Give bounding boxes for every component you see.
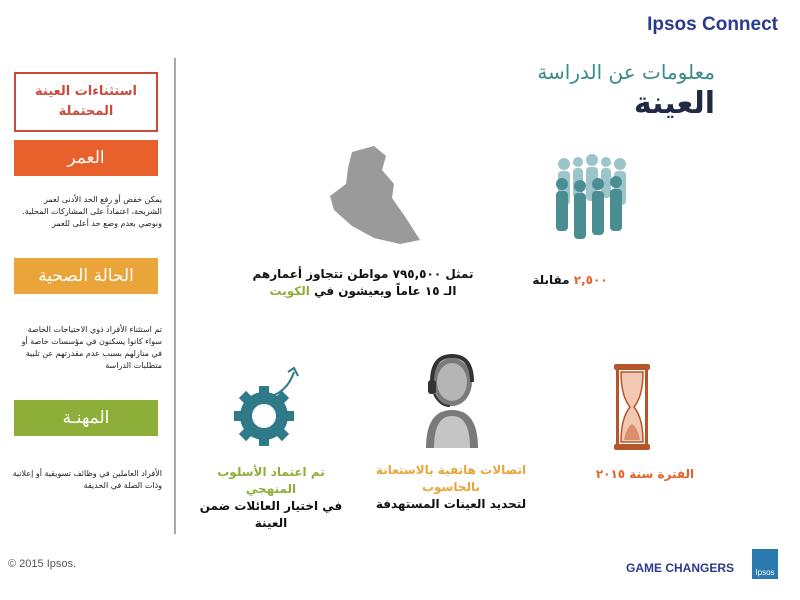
interviews-caption [520,272,620,289]
calls-line2: لتحديد العينات المستهدفة [375,497,527,511]
interviews-label: مقابلة [532,273,570,287]
method-caption [196,464,346,532]
health-section-bar: الحالة الصحية [14,258,158,294]
kuwait-map-icon [322,140,432,250]
ipsos-logo [752,549,778,579]
occupation-section-bar: المهنـة [14,400,158,436]
calls-line1: اتصالات هاتفية بالاستعانة بالحاسوب [375,463,527,494]
period-text: الفترة سنة ٢٠١٥ [595,467,695,481]
hourglass-icon [612,362,652,452]
population-line2 [250,283,476,300]
health-description: تم استثناء الأفراد ذوي الاحتياجات الخاصة سواء كانوا يسكنون في مؤسسات خاصة أو في منازلهم بسبب عدم مقدرتهم عن تلبية متطلبات الدراسة [21,325,162,370]
calls-caption [366,462,536,513]
gear-icon [228,366,308,452]
headset-operator-icon [420,352,484,448]
population-line1: تمثل ٧٩٥,٥٠٠ مواطن تتجاوز أعمارهم [252,267,474,281]
people-group-icon [550,150,634,250]
vertical-divider [174,58,176,534]
period-caption [590,466,700,483]
page-title: العينة [633,86,715,121]
occupation-description: الأفراد العاملين في وظائف تسويقية أو إعلانية وذات الصلة في الحديقة [12,469,162,490]
age-section-bar: العمر [14,140,158,176]
kuwait-highlight: الكويت [269,284,310,298]
population-line2-a: الـ ١٥ عاماً ويعيشون في [314,284,457,298]
population-caption [250,266,476,300]
exclusions-heading-line2: المحتملة [58,104,114,119]
exclusions-heading-line1: استثناءات العينة [35,84,137,99]
interviews-number: ٢,٥٠٠ [573,273,608,287]
method-line2: في اختيار العائلات ضمن العينة [199,499,343,530]
age-description: يمكن خفض أو رفع الحد الأدنى لعمر الشريحة، اعتماداً على المشاركات المحلية. ونوصي بعدم وضع حد أعلى للعمر [22,195,162,228]
page-subtitle: معلومات عن الدراسة [537,60,715,84]
ipsos-connect-brand: Ipsos Connect [647,14,778,35]
method-line1: تم اعتماد الأسلوب المنهجي [217,465,325,496]
ipsos-logo-text: Ipsos [755,568,775,577]
copyright: © 2015 Ipsos. [8,558,77,570]
game-changers-tagline: GAME CHANGERS [625,561,734,575]
exclusions-heading [14,72,158,132]
